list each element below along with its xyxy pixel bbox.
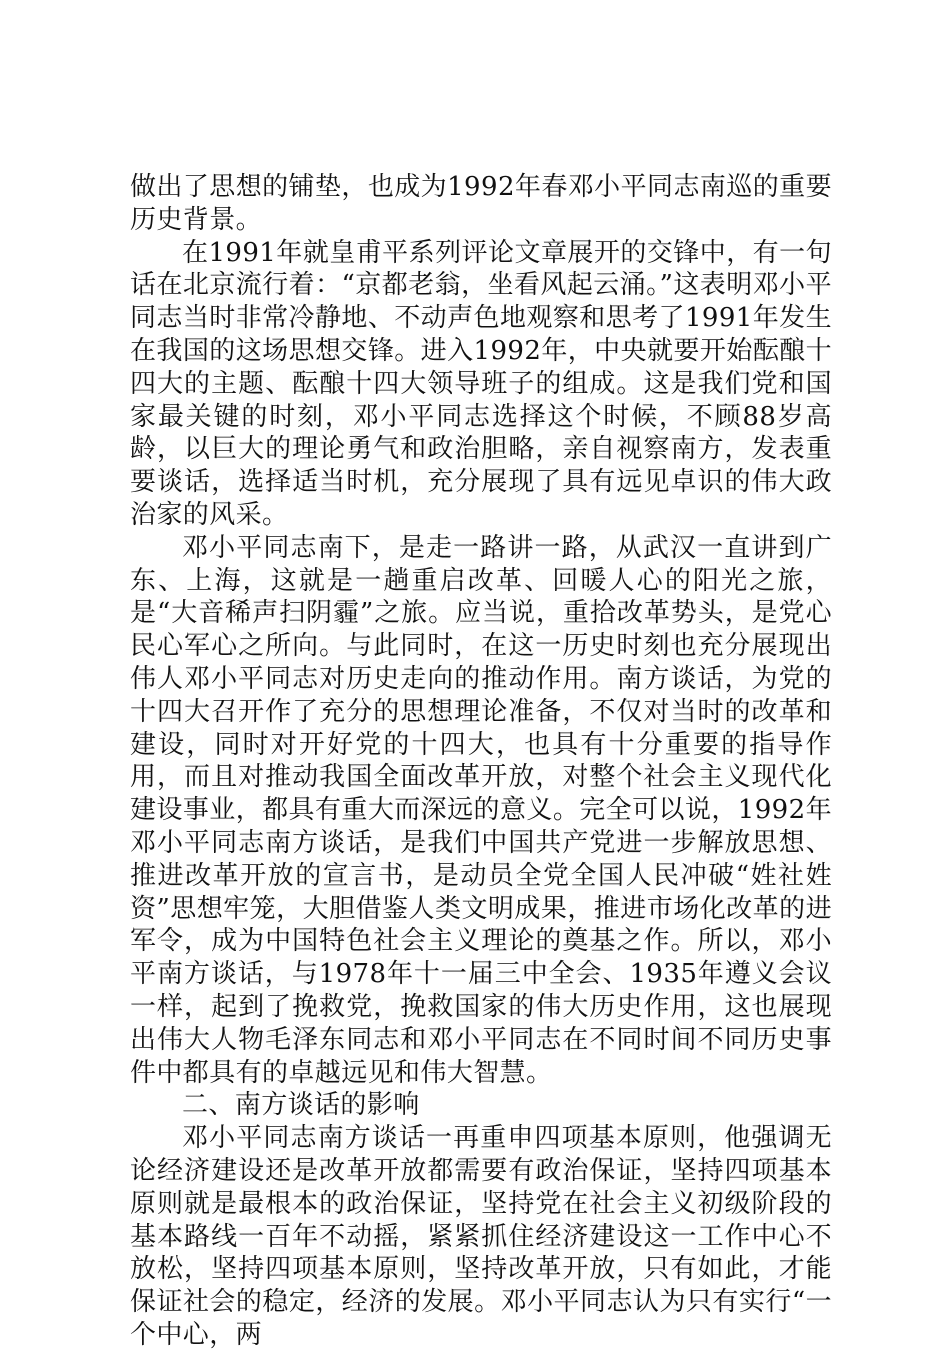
continuation-paragraph: 做出了思想的铺垫，也成为1992年春邓小平同志南巡的重要历史背景。 [130, 172, 832, 235]
document-body [130, 171, 832, 1352]
body-paragraph: 邓小平同志南方谈话一再重申四项基本原则，他强调无论经济建设还是改革开放都需要有政治保证，坚持四项基本原则就是最根本的政治保证，坚持党在社会主义初级阶段的基本路线一百年不动摇，紧紧抓住经济建设这一工作中心不放松，坚持四项基本原则，坚持改革开放，只有如此，才能保证社会的稳定，经济的发展。邓小平同志认为只有实行“一个中心，两 [130, 1123, 832, 1350]
section-heading: 二、南方谈话的影响 [182, 1090, 420, 1121]
body-paragraph: 在1991年就皇甫平系列评论文章展开的交锋中，有一句话在北京流行着：“京都老翁，坐看风起云涌。”这表明邓小平同志当时非常冷静地、不动声色地观察和思考了1991年发生在我国的这场思想交锋。进入1992年，中央就要开始酝酿十四大的主题、酝酿十四大领导班子的组成。这是我们党和国家最关键的时刻，邓小平同志选择这个时候，不顾88岁高龄，以巨大的理论勇气和政治胆略，亲自视察南方，发表重要谈话，选择适当时机，充分展现了具有远见卓识的伟大政治家的风采。 [130, 237, 832, 530]
body-paragraph: 邓小平同志南下，是走一路讲一路，从武汉一直讲到广东、上海，这就是一趟重启改革、回暖人心的阳光之旅，是“大音稀声扫阴霾”之旅。应当说，重拾改革势头，是党心民心军心之所向。与此同时，在这一历史时刻也充分展现出伟人邓小平同志对历史走向的推动作用。南方谈话，为党的十四大召开作了充分的思想理论准备，不仅对当时的改革和建设，同时对开好党的十四大，也具有十分重要的指导作用，而且对推动我国全面改革开放，对整个社会主义现代化建设事业，都具有重大而深远的意义。完全可以说，1992年邓小平同志南方谈话，是我们中国共产党进一步解放思想、推进改革开放的宣言书，是动员全党全国人民冲破“姓社姓资”思想牢笼，大胆借鉴人类文明成果，推进市场化改革的进军令，成为中国特色社会主义理论的奠基之作。所以，邓小平南方谈话，与1978年十一届三中全会、1935年遵义会议一样，起到了挽救党，挽救国家的伟大历史作用，这也展现出伟大人物毛泽东同志和邓小平同志在不同时间不同历史事件中都具有的卓越远见和伟大智慧。 [130, 532, 832, 1088]
